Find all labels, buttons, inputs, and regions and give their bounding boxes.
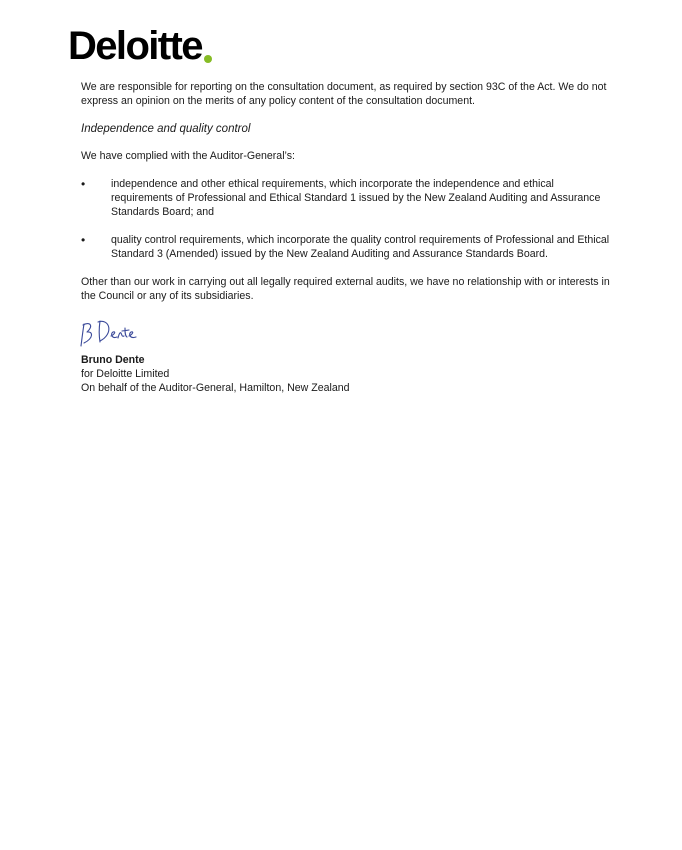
responsibility-paragraph: We are responsible for reporting on the consultation document, as required by section 93C of the Act. We do not express an opinion on the merits of any policy content of the consultation document. (81, 81, 607, 107)
list-item-text: quality control requirements, which incorporate the quality control requirements of Professional and Ethical Standard 3 (Amended) issued by the New Zealand Auditing and Assurance Standards Board. (111, 234, 610, 260)
signer-block (81, 353, 350, 395)
handwritten-signature (78, 316, 148, 357)
signer-name: Bruno Dente (81, 354, 145, 366)
logo-green-dot (204, 55, 212, 63)
independence-heading: Independence and quality control (81, 123, 251, 135)
bullet-icon: • (81, 177, 86, 191)
signature-graphic (78, 316, 148, 352)
complied-paragraph: We have complied with the Auditor-General’s: (81, 150, 295, 162)
list-item (81, 233, 611, 261)
requirements-list (81, 177, 611, 261)
list-item-text: independence and other ethical requirements, which incorporate the independence and ethical requirements of Professional and Ethical Standard 1 issued by the New Zealand Auditing and Assurance Standards Board; and (111, 178, 601, 218)
list-item (81, 177, 611, 219)
bullet-icon: • (81, 233, 86, 247)
deloitte-logo (68, 26, 212, 66)
report-body (81, 80, 611, 303)
signer-behalf: On behalf of the Auditor-General, Hamilton, New Zealand (81, 382, 350, 394)
signer-firm: for Deloitte Limited (81, 368, 170, 380)
relationship-paragraph: Other than our work in carrying out all legally required external audits, we have no relationship with or interests in the Council or any of its subsidiaries. (81, 276, 610, 302)
logo-wordmark: Deloitte (68, 24, 202, 68)
